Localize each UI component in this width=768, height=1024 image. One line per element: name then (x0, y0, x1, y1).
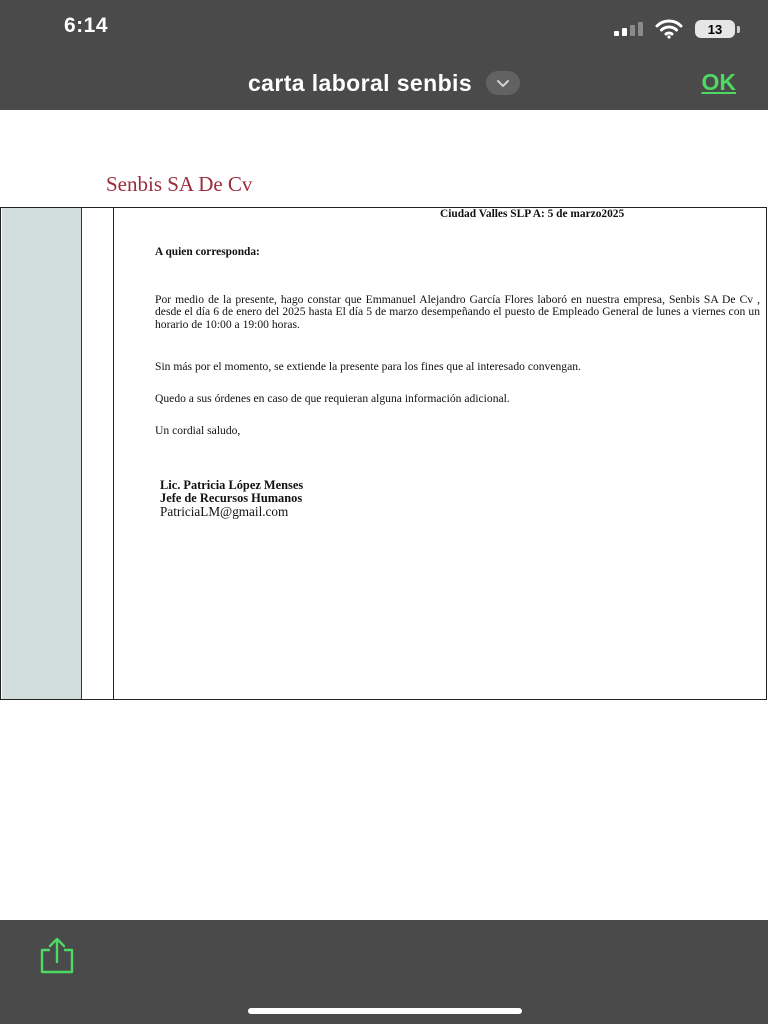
signer-email: PatriciaLM@gmail.com (160, 504, 289, 519)
title-menu-button[interactable] (486, 71, 520, 95)
status-time: 6:14 (64, 14, 109, 37)
battery-level: 13 (695, 20, 735, 38)
place-date: Ciudad Valles SLP A: 5 de marzo2025 (440, 208, 625, 220)
chevron-down-icon (496, 79, 510, 88)
document-title[interactable]: carta laboral senbis (247, 69, 473, 96)
wifi-icon (655, 19, 683, 39)
letter-paragraph-3: Quedo a sus órdenes en caso de que requieran alguna información adicional. (155, 392, 510, 405)
signer-name: Lic. Patricia López Menses (160, 478, 304, 492)
company-header: Senbis SA De Cv (106, 172, 253, 196)
home-indicator[interactable] (248, 1008, 522, 1014)
salutation: A quien corresponda: (155, 246, 260, 258)
ok-button[interactable]: OK (701, 69, 736, 95)
title-row (0, 66, 768, 100)
battery-icon (695, 20, 740, 38)
bottom-toolbar (0, 920, 768, 1024)
decorative-side-band (2, 208, 82, 699)
signer-title: Jefe de Recursos Humanos (160, 491, 303, 505)
letter-body: Por medio de la presente, hago constar que Emmanuel Alejandro García Flores laboró en nuestra empresa, Senbis SA De Cv , desde el día 6 de enero del 2025 hasta El día 5 de marzo desempeñando el puesto de Empleado General de lunes a viernes con un horario de 10:00 a 19:00 horas. (155, 293, 760, 331)
top-bar (0, 0, 768, 110)
share-button[interactable] (36, 936, 78, 976)
content-divider (113, 208, 114, 699)
cellular-signal-icon (614, 22, 643, 36)
signature-block (160, 479, 303, 518)
letter-frame (0, 207, 767, 700)
letter-closing: Un cordial saludo, (155, 424, 241, 437)
status-icons (614, 18, 740, 40)
letter-paragraph-2: Sin más por el momento, se extiende la presente para los fines que al interesado convengan. (155, 360, 581, 373)
share-icon (36, 936, 78, 976)
